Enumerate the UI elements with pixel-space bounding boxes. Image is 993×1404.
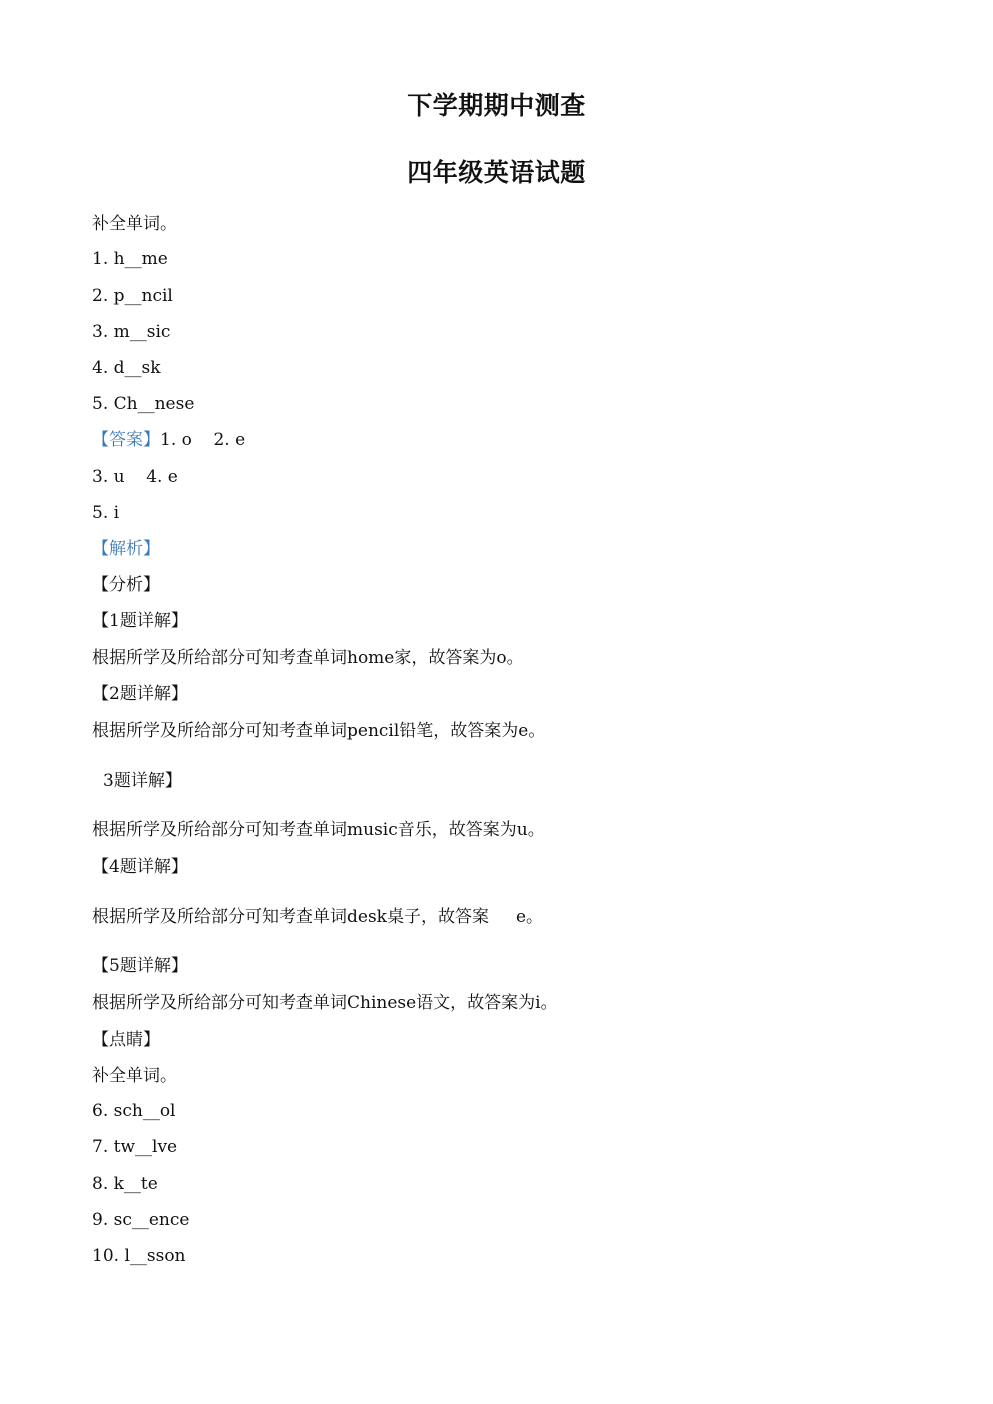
- question-7: 7. tw__lve: [92, 1137, 178, 1157]
- detail-text-3: 根据所学及所给部分可知考查单词music音乐，故答案为u。: [92, 820, 545, 840]
- detail-heading-2: 【2题详解】: [92, 684, 188, 704]
- detail-text-5: 根据所学及所给部分可知考查单词Chinese语文，故答案为i。: [92, 993, 558, 1013]
- question-5: 5. Ch__nese: [92, 394, 195, 414]
- instruction-1: 补全单词。: [92, 214, 177, 234]
- answer-label: 【答案】: [92, 430, 160, 450]
- fenxi-label: 【分析】: [92, 575, 160, 595]
- question-9: 9. sc__ence: [92, 1210, 190, 1230]
- detail-text-4: 根据所学及所给部分可知考查单词desk桌子，故答案 e。: [92, 907, 544, 927]
- analysis-label: 【解析】: [92, 539, 160, 559]
- answer-line-3: 5. i: [92, 503, 120, 523]
- detail-text-2: 根据所学及所给部分可知考查单词pencil铅笔，故答案为e。: [92, 721, 546, 741]
- detail-heading-4: 【4题详解】: [92, 857, 188, 877]
- detail-text-1: 根据所学及所给部分可知考查单词home家，故答案为o。: [92, 648, 524, 668]
- question-8: 8. k__te: [92, 1174, 158, 1194]
- answer-line-1: [92, 429, 245, 451]
- dianjing-label: 【点睛】: [92, 1030, 160, 1050]
- question-4: 4. d__sk: [92, 358, 161, 378]
- question-10: 10. l__sson: [92, 1246, 186, 1266]
- question-6: 6. sch__ol: [92, 1101, 176, 1121]
- answer-line-2: 3. u 4. e: [92, 467, 178, 487]
- page-subtitle: 四年级英语试题: [407, 158, 586, 187]
- question-1: 1. h__me: [92, 249, 168, 269]
- instruction-2: 补全单词。: [92, 1066, 177, 1086]
- question-3: 3. m__sic: [92, 322, 171, 342]
- question-2: 2. p__ncil: [92, 286, 173, 306]
- detail-heading-5: 【5题详解】: [92, 956, 188, 976]
- page-title: 下学期期中测查: [407, 91, 586, 120]
- detail-heading-3: 3题详解】: [103, 771, 182, 791]
- detail-heading-1: 【1题详解】: [92, 611, 188, 631]
- answer-values-1: 1. o 2. e: [160, 430, 246, 450]
